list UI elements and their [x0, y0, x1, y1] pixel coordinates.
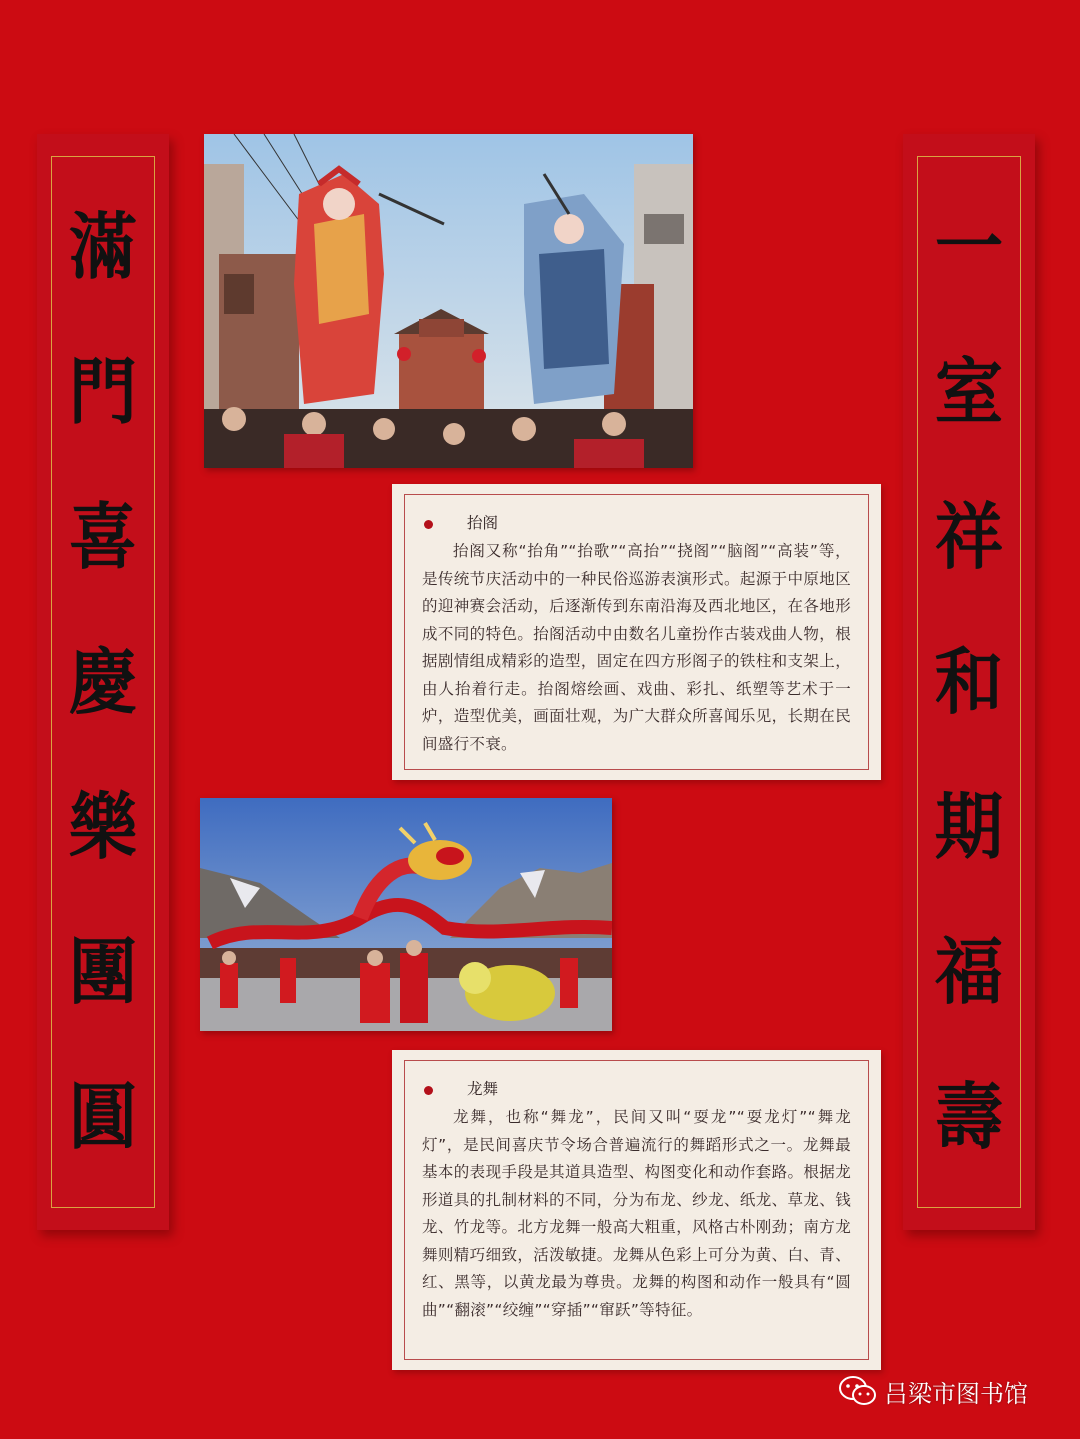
section-heading: 龙舞 — [467, 1080, 499, 1099]
section-body: 抬阁又称“抬角”“抬歌”“高抬”“挠阁”“脑阁”“高装”等，是传统节庆活动中的一种民俗巡游表演形式。起源于中原地区的迎神赛会活动，后逐渐传到东南沿海及西北地区，在各地形成不同的特色。抬阁活动中由数名儿童扮作古装戏曲人物，根据剧情组成精彩的造型，固定在四方形阁子的铁柱和支架上，由人抬着行走。抬阁熔绘画、戏曲、彩扎、纸塑等艺术于一炉，造型优美，画面壮观，为广大群众所喜闻乐见，长期在民间盛行不衰。 — [422, 542, 851, 753]
couplet-right-char: 祥 — [934, 493, 1004, 579]
dragon-dance-photo — [200, 798, 612, 1031]
taige-photo — [204, 134, 693, 468]
couplet-left — [37, 134, 169, 1230]
section-heading: 抬阁 — [467, 514, 499, 533]
couplet-left-char: 滿 — [68, 203, 138, 289]
couplet-right-char: 一 — [934, 203, 1004, 289]
taige-textbox — [392, 484, 881, 780]
watermark-text: 吕梁市图书馆 — [884, 1379, 1028, 1408]
longwu-textbox — [392, 1050, 881, 1370]
watermark — [838, 1374, 1028, 1408]
section-body: 龙舞，也称“舞龙”，民间又叫“耍龙”“耍龙灯”“舞龙灯”，是民间喜庆节令场合普遍流行的舞蹈形式之一。龙舞最基本的表现手段是其道具造型、构图变化和动作套路。根据龙形道具的扎制材料的不同，分为布龙、纱龙、纸龙、草龙、钱龙、竹龙等。北方龙舞一般高大粗重，风格古朴刚劲；南方龙舞则精巧细致，活泼敏捷。龙舞从色彩上可分为黄、白、青、红、黑等，以黄龙最为尊贵。龙舞的构图和动作一般具有“圆曲”“翻滚”“绞缠”“穿插”“窜跃”等特征。 — [422, 1108, 851, 1319]
couplet-right-char: 壽 — [934, 1074, 1004, 1160]
bullet-icon — [424, 520, 433, 529]
couplet-left-char: 門 — [68, 348, 138, 434]
bullet-icon — [424, 1086, 433, 1095]
couplet-left-char: 喜 — [68, 493, 138, 579]
couplet-right-char: 室 — [934, 348, 1004, 434]
couplet-right — [903, 134, 1035, 1230]
wechat-icon — [838, 1375, 878, 1407]
couplet-left-char: 慶 — [68, 638, 138, 724]
couplet-left-char: 團 — [68, 929, 138, 1015]
couplet-right-char: 期 — [934, 784, 1004, 870]
couplet-left-char: 樂 — [68, 784, 138, 870]
couplet-left-char: 圓 — [68, 1074, 138, 1160]
couplet-right-char: 和 — [934, 638, 1004, 724]
couplet-right-char: 福 — [934, 929, 1004, 1015]
